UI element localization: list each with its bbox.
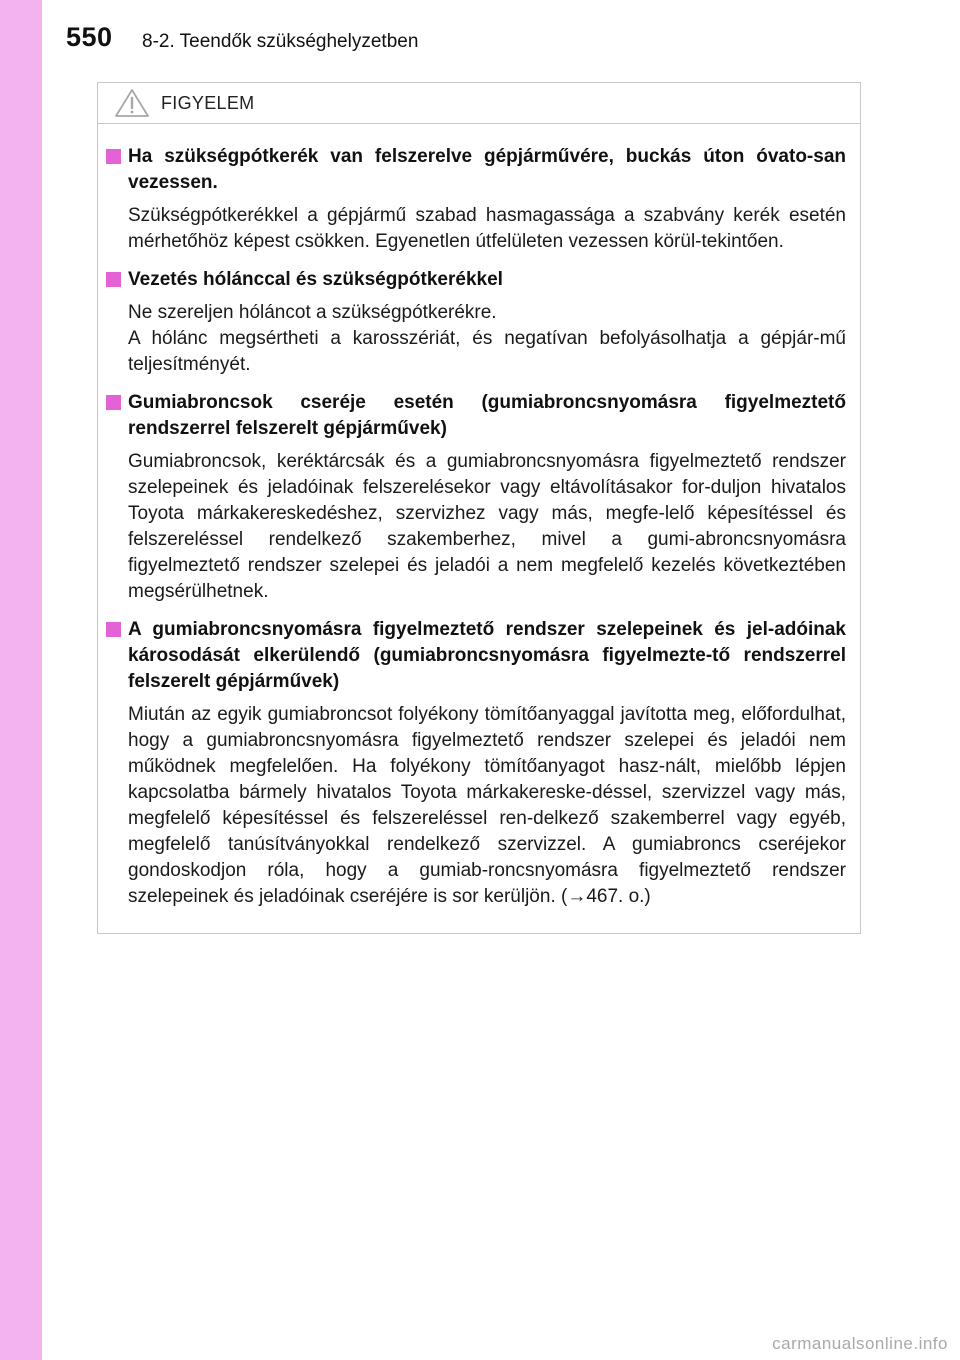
warning-item bbox=[106, 144, 846, 255]
item-title: Ha szükségpótkerék van felszerelve gépjárművére, buckás úton óvato-san vezessen. bbox=[106, 144, 846, 196]
item-body: Szükségpótkerékkel a gépjármű szabad hasmagassága a szabvány kerék esetén mérhetőhöz képest csökken. Egyenetlen útfelületen vezessen körül-tekintően. bbox=[128, 205, 846, 252]
square-bullet-icon bbox=[106, 149, 121, 164]
warning-item bbox=[106, 390, 846, 605]
item-body: Gumiabroncsok, keréktárcsák és a gumiabroncsnyomásra figyelmeztető rendszer szelepeinek és jeladóinak felszerelésekor vagy eltávolításakor for-duljon hivatalos Toyota márkakereskedéshez, szervizhez vagy más, megfe-lelő képesítéssel és felszereléssel rendelkező szakemberhez, mivel a gumi-abroncsnyomásra figyelmeztető rendszer szelepei és jeladói a nem megfelelő kezelés következtében megsérülhetnek. bbox=[128, 451, 846, 602]
square-bullet-icon bbox=[106, 622, 121, 637]
warning-body bbox=[98, 124, 860, 910]
warning-triangle-icon bbox=[114, 88, 150, 118]
warning-header bbox=[98, 83, 860, 124]
watermark: carmanualsonline.info bbox=[772, 1334, 948, 1353]
warning-item bbox=[106, 617, 846, 910]
square-bullet-icon bbox=[106, 272, 121, 287]
item-title: Vezetés hólánccal és szükségpótkerékkel bbox=[106, 267, 846, 293]
side-color-band bbox=[0, 0, 42, 1360]
warning-label: FIGYELEM bbox=[161, 92, 255, 113]
warning-box bbox=[97, 82, 861, 934]
section-title: 8-2. Teendők szükséghelyzetben bbox=[142, 31, 419, 52]
item-body: Ne szereljen hóláncot a szükségpótkerékre. A hólánc megsértheti a karosszériát, és negatívan befolyásolhatja a gépjár-mű teljesítményét. bbox=[128, 302, 846, 375]
page-number: 550 bbox=[66, 22, 113, 52]
item-body: Miután az egyik gumiabroncsot folyékony tömítőanyaggal javította meg, előfordulhat, hogy a gumiabroncsnyomásra figyelmeztető rendszer szelepei és jeladói nem működnek megfelelően. Ha folyékony tömítőanyagot hasz-nált, mielőbb lépjen kapcsolatba bármely hivatalos Toyota márkakereske-déssel, szervizzel vagy más, megfelelő képesítéssel és felszereléssel ren-delkező szakemberrel vagy egyéb, megfelelő tanúsítványokkal rendelkező szervizzel. A gumiabroncs cseréjekor gondoskodjon róla, hogy a gumiab-roncsnyomásra figyelmeztető rendszer szelepeinek és jeladóinak cseréjére is sor kerüljön. (→467. o.) bbox=[128, 704, 846, 907]
item-title: Gumiabroncsok cseréje esetén (gumiabroncsnyomásra figyelmeztető rendszerrel felszerelt gépjárművek) bbox=[106, 390, 846, 442]
warning-item bbox=[106, 267, 846, 378]
square-bullet-icon bbox=[106, 395, 121, 410]
item-title: A gumiabroncsnyomásra figyelmeztető rendszer szelepeinek és jel-adóinak károsodását elkerülendő (gumiabroncsnyomásra figyelmezte-tő rendszerrel felszerelt gépjárművek) bbox=[106, 617, 846, 695]
